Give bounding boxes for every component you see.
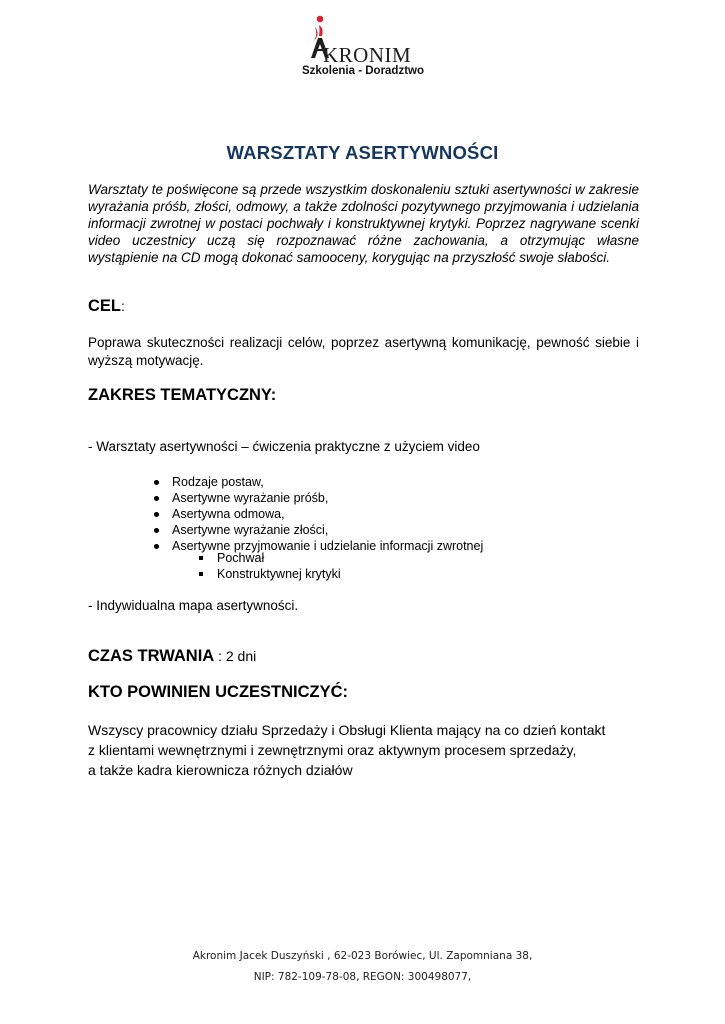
page-title: WARSZTATY ASERTYWNOŚCI [226,142,499,163]
bullet-icon [154,480,159,485]
list-item: Asertywne wyrażanie próśb, [153,490,483,506]
kto-line: Wszyscy pracownicy działu Sprzedaży i Obsługi Klienta mający na co dzień kontakt [88,722,606,738]
cel-paragraph: Poprawa skuteczności realizacji celów, poprzez asertywną komunikację, pewność siebie i wyższą motywację. [88,335,639,368]
topic-bullet-list [153,474,483,554]
bullet-icon [154,496,159,501]
cel-heading [88,297,125,316]
bullet-icon [154,528,159,533]
list-item: Rodzaje postaw, [153,474,483,490]
logo-wordmark: KRONIM [323,43,412,67]
kto-paragraph [88,720,648,780]
list-item: Pochwał [197,550,341,566]
list-item: Asertywna odmowa, [153,506,483,522]
square-bullet-icon [199,556,203,560]
kto-heading: KTO POWINIEN UCZESTNICZYĆ: [88,683,349,701]
feedback-subbullet-list [197,550,341,582]
list-item: Konstruktywnej krytyki [197,566,341,582]
bullet-icon [154,544,159,549]
list-item: Asertywne wyrażanie złości, [153,522,483,538]
czas-heading-text: CZAS TRWANIA [88,647,215,665]
zakres-heading: ZAKRES TEMATYCZNY: [88,386,277,404]
page-footer [0,946,725,988]
czas-value: : 2 dni [214,648,257,664]
footer-address: Akronim Jacek Duszyński , 62-023 Borówiec, Ul. Zapomniana 38, [192,950,533,962]
cel-heading-text: CEL [88,297,121,315]
logo-tagline: Szkolenia - Doradztwo [301,65,425,77]
czas-heading [88,647,256,666]
footer-tax-ids: NIP: 782-109-78-08, REGON: 300498077, [253,971,472,983]
cel-heading-suffix: : [121,298,125,314]
company-logo [300,14,430,84]
square-bullet-icon [199,572,203,576]
kto-line: a także kadra kierownicza różnych działów [88,762,353,778]
list-item: Asertywne przyjmowanie i udzielanie informacji zwrotnej [153,538,483,554]
intro-paragraph: Warsztaty te poświęcone są przede wszystkim doskonaleniu sztuki asertywności w zakresie wyrażania próśb, złości, odmowy, a także zdolności pozytywnego przyjmowania i udzielania informacji zwrotnej w postaci pochwały i konstruktywnej krytyki. Poprzez nagrywane scenki video uczestnicy uczą się rozpoznawać różne zachowania, a otrzymując własne wystąpienie na CD mogą dokonać samooceny, korygując na przyszłość swoje słabości. [88,182,639,265]
zakres-item-1: - Warsztaty asertywności – ćwiczenia praktyczne z użyciem video [88,439,480,454]
zakres-item-2: - Indywidualna mapa asertywności. [88,598,299,613]
kto-line: z klientami wewnętrznymi i zewnętrznymi oraz aktywnym procesem sprzedaży, [88,742,577,758]
bullet-icon [154,512,159,517]
